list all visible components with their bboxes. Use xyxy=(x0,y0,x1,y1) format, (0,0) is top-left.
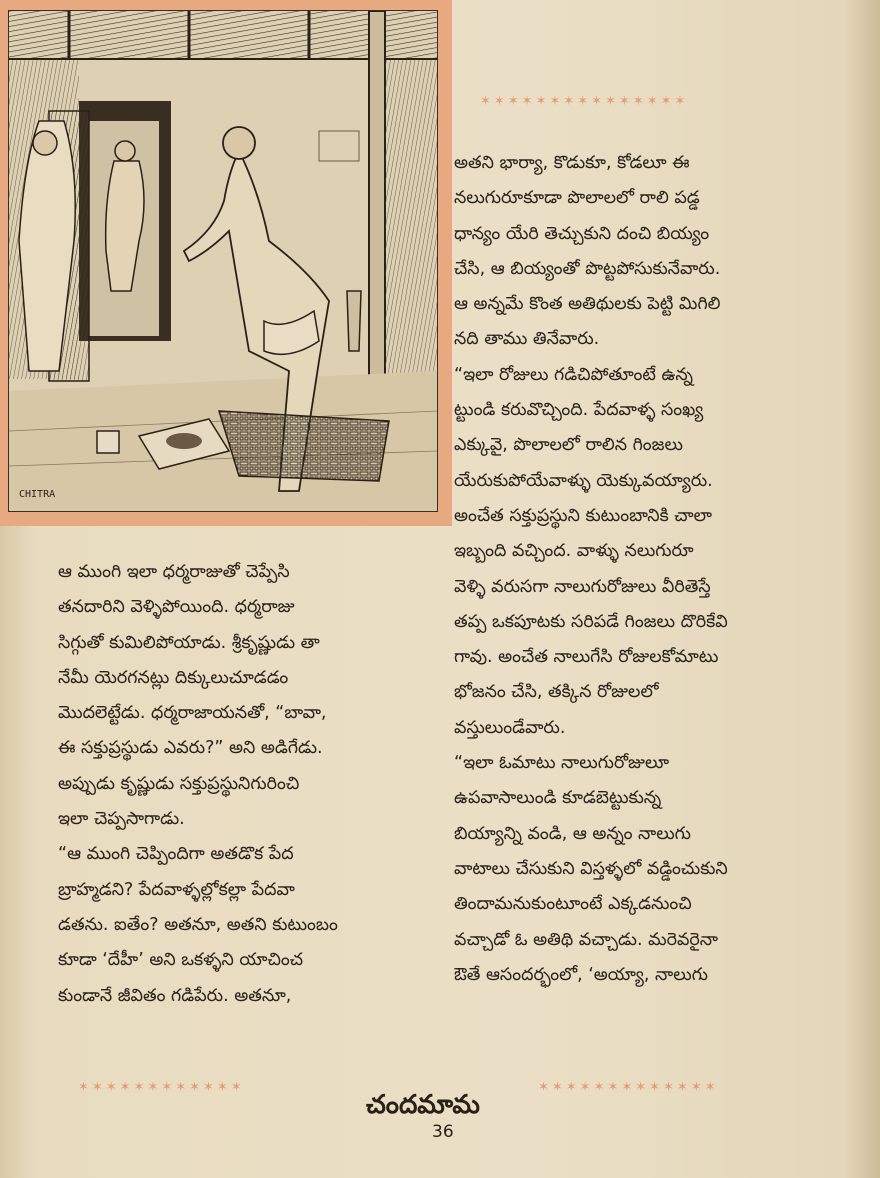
text-line: తిందామనుకుంటూంటే ఎక్కడనుంచి xyxy=(454,894,692,915)
illustration xyxy=(8,10,438,512)
text-line: మొదలెట్టేడు. ధర్మరాజాయనతో, “బావా, xyxy=(58,703,327,724)
text-line: కుండానే జీవితం గడిపేరు. అతనూ, xyxy=(58,985,292,1006)
text-line: తనదారిని వెళ్ళిపోయింది. ధర్మరాజు xyxy=(58,597,295,618)
text-line: ఎక్కువై, పొలాలలో రాలిన గింజలు xyxy=(454,435,683,456)
text-line: “ఇలా రోజులు గడిచిపోతూంటే ఉన్న xyxy=(454,364,693,385)
text-line: సిగ్గుతో కుమిలిపోయాడు. శ్రీకృష్ణుడు తా xyxy=(58,632,320,653)
text-line: వస్తులుండేవారు. xyxy=(454,717,566,738)
left-column xyxy=(58,555,442,1014)
illustration-signature: CHITRA xyxy=(19,489,56,500)
text-line: ట్టుండి కరువొచ్చింది. పేదవాళ్ళ సంఖ్య xyxy=(454,400,704,421)
text-line: ఉపవాసాలుండి కూడబెట్టుకున్న xyxy=(454,788,662,809)
text-line: భోజనం చేసి, తక్కిన రోజులలో xyxy=(454,682,659,703)
text-line: నేమీ యెరగనట్లు దిక్కులుచూడడం xyxy=(58,667,289,688)
text-line: కూడా ‘దేహీ’ అని ఒకళ్ళని యాచించ xyxy=(58,950,304,971)
text-line: ధాన్యం యేరి తెచ్చుకుని దంచి బియ్యం xyxy=(454,223,710,244)
text-line: ఇలా చెప్పసాగాడు. xyxy=(58,809,185,830)
text-line: నది తాము తినేవారు. xyxy=(454,329,600,350)
text-line: “ఇలా ఓమాటు నాలుగురోజులూ xyxy=(454,753,670,774)
text-line: బియ్యాన్ని వండి, ఆ అన్నం నాలుగు xyxy=(454,823,691,844)
text-line: డతను. ఐతేం? అతనూ, అతని కుటుంబం xyxy=(58,914,338,935)
page-number: 36 xyxy=(432,1122,454,1142)
magazine-title: చందమామ xyxy=(366,1090,480,1120)
text-line: ఔతే ఆసందర్భంలో, ‘అయ్యా, నాలుగు xyxy=(454,964,708,985)
text-line: యేరుకుపోయేవాళ్ళు యెక్కువయ్యారు. xyxy=(454,470,713,491)
footer-ornament-left: ✶✶✶✶✶✶✶✶✶✶✶✶ xyxy=(78,1080,245,1094)
text-line: చేసి, ఆ బియ్యంతో పొట్టపోసుకునేవారు. xyxy=(454,258,721,279)
text-line: ఇబ్బంది వచ్చింద. వాళ్ళు నలుగురూ xyxy=(454,541,694,562)
text-line: వచ్చాడో ఓ అతిథి వచ్చాడు. మరెవరైనా xyxy=(454,929,718,950)
text-line: అంచేత సక్తుప్రస్థుని కుటుంబానికి చాలా xyxy=(454,505,712,526)
text-line: ఈ సక్తుప్రస్థుడు ఎవరు?” అని అడిగేడు. xyxy=(58,738,323,759)
top-ornament: ✶✶✶✶✶✶✶✶✶✶✶✶✶✶✶ xyxy=(480,94,689,108)
text-line: బ్రాహ్మడని? పేదవాళ్ళల్లోకల్లా పేదవా xyxy=(58,879,295,900)
illustration-frame xyxy=(0,0,452,526)
text-line: గావు. అంచేత నాలుగేసి రోజులకోమాటు xyxy=(454,647,719,668)
footer-ornament-right: ✶✶✶✶✶✶✶✶✶✶✶✶✶ xyxy=(538,1080,719,1094)
text-line: ఆ అన్నమే కొంత అతిథులకు పెట్టి మిగిలి xyxy=(454,294,721,315)
text-line: “ఆ ముంగి చెప్పిందిగా అతడొక పేద xyxy=(58,844,294,865)
right-column xyxy=(454,146,834,993)
text-line: అతని భార్యా, కొడుకూ, కోడలూ ఈ xyxy=(454,153,690,173)
text-line: ఆ ముంగి ఇలా ధర్మరాజుతో చెప్పేసి xyxy=(58,562,290,582)
text-line: నలుగురూకూడా పొలాలలో రాలి పడ్డ xyxy=(454,188,700,209)
illustration-drawing xyxy=(9,11,437,511)
text-line: అప్పుడు కృష్ణుడు సక్తుప్రస్థునిగురించి xyxy=(58,773,300,794)
text-line: తప్ప ఒకపూటకు సరిపడే గింజలు దొరికేవి xyxy=(454,611,728,632)
text-line: వాటాలు చేసుకుని విస్తళ్ళలో వడ్డించుకుని xyxy=(454,858,728,879)
text-line: వెళ్ళి వరుసగా నాలుగురోజులు వీరితెస్తే xyxy=(454,576,711,597)
